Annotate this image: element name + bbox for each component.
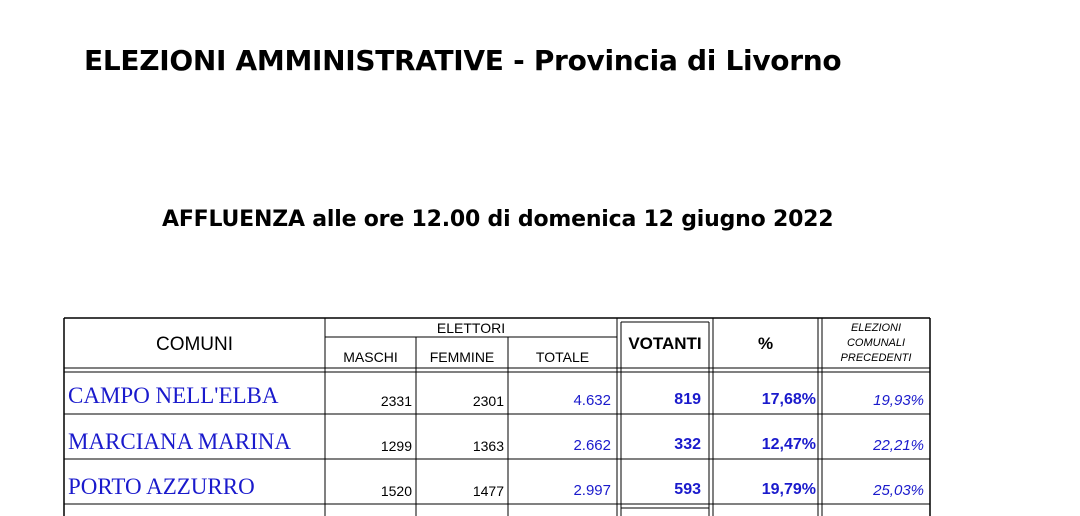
row-maschi: 2331 — [380, 393, 412, 409]
header-percent: % — [757, 334, 774, 353]
header-precedenti-line1: ELEZIONI — [850, 322, 902, 334]
row-femmine: 1363 — [472, 438, 504, 454]
header-precedenti-line3: PRECEDENTI — [840, 352, 912, 364]
row-comune: MARCIANA MARINA — [68, 429, 291, 454]
row-femmine: 2301 — [472, 393, 504, 409]
row-percent: 17,68% — [761, 391, 816, 408]
header-totale: TOTALE — [535, 349, 590, 365]
header-votanti: VOTANTI — [628, 334, 702, 353]
row-comune: CAMPO NELL'ELBA — [68, 383, 279, 408]
page-subtitle: AFFLUENZA alle ore 12.00 di domenica 12 giugno 2022 — [162, 207, 834, 232]
row-femmine: 1477 — [472, 483, 504, 499]
row-comune: PORTO AZZURRO — [68, 474, 255, 499]
header-femmine: FEMMINE — [429, 349, 495, 365]
row-totale: 2.997 — [573, 482, 611, 499]
header-maschi: MASCHI — [343, 349, 398, 365]
header-precedenti-line2: COMUNALI — [846, 337, 906, 349]
header-precedenti — [822, 321, 930, 366]
header-elettori: ELETTORI — [436, 320, 506, 336]
row-totale: 2.662 — [573, 437, 611, 454]
header-comuni: COMUNI — [155, 334, 234, 355]
row-precedenti: 25,03% — [873, 482, 924, 499]
row-precedenti: 19,93% — [873, 392, 924, 409]
row-percent: 12,47% — [761, 436, 816, 453]
row-totale: 4.632 — [573, 392, 611, 409]
row-maschi: 1520 — [380, 483, 412, 499]
row-votanti: 819 — [674, 391, 701, 408]
row-maschi: 1299 — [380, 438, 412, 454]
row-votanti: 332 — [674, 436, 701, 453]
page-title: ELEZIONI AMMINISTRATIVE - Provincia di Livorno — [84, 44, 842, 77]
row-votanti: 593 — [674, 481, 701, 498]
row-precedenti: 22,21% — [873, 437, 924, 454]
row-percent: 19,79% — [761, 481, 816, 498]
